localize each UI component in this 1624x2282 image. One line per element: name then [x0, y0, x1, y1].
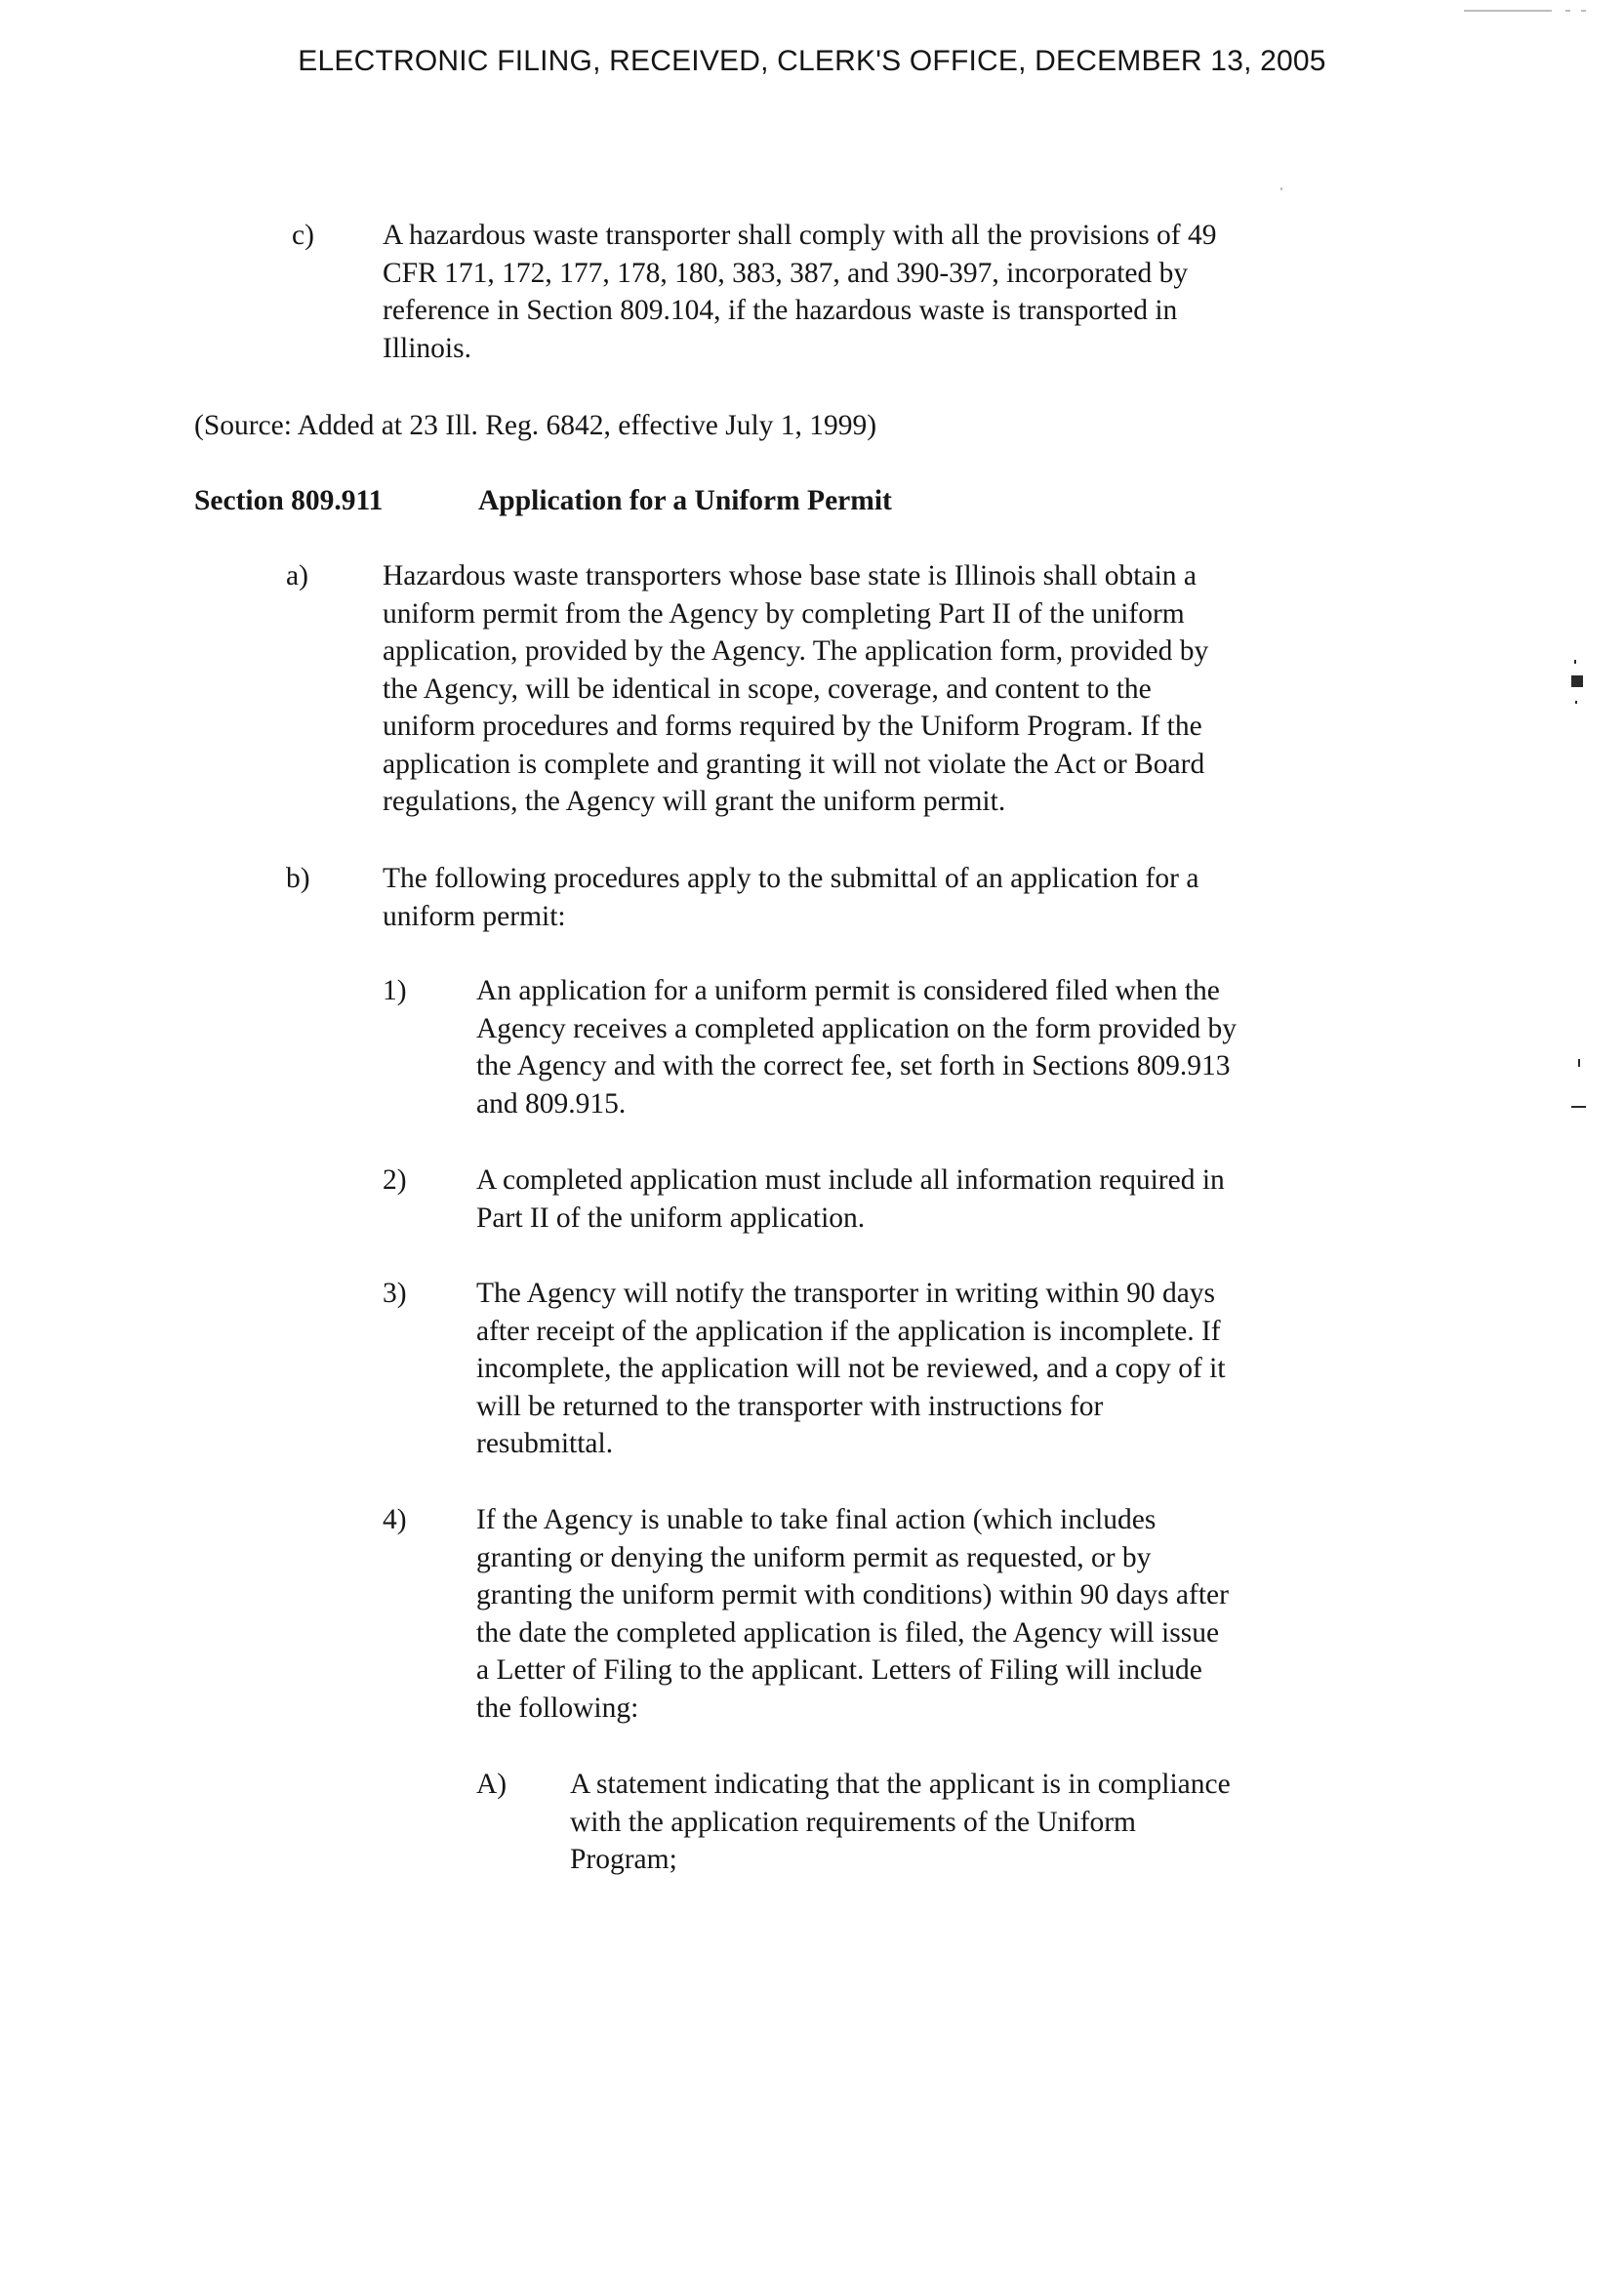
item-b-label: b) [286, 863, 310, 894]
item-b4-text [476, 1501, 1229, 1727]
item-b-line: uniform permit: [383, 900, 566, 932]
item-a-line: the Agency, will be identical in scope, coverage, and content to the [383, 672, 1152, 705]
item-b-line: The following procedures apply to the submittal of an application for a [383, 863, 1199, 894]
item-b3-label: 3) [383, 1278, 407, 1309]
item-b3-line: resubmittal. [476, 1428, 614, 1459]
item-b1-line: An application for a uniform permit is considered filed when the [476, 975, 1220, 1006]
section-title: Application for a Uniform Permit [478, 485, 892, 516]
item-b4-line: the following: [476, 1691, 639, 1724]
source-note: (Source: Added at 23 Ill. Reg. 6842, effective July 1, 1999) [194, 410, 877, 441]
item-a-text [383, 557, 1208, 821]
item-b1-text [476, 972, 1237, 1122]
item-b2-line: A completed application must include all information required in [476, 1164, 1225, 1196]
filing-stamp-header: ELECTRONIC FILING, RECEIVED, CLERK'S OFFICE, DECEMBER 13, 2005 [298, 45, 1326, 77]
item-b4-line: granting the uniform permit with conditions) within 90 days after [476, 1579, 1229, 1610]
item-b-text [383, 860, 1198, 935]
scan-artifact [1280, 187, 1282, 190]
item-b1-label: 1) [383, 975, 407, 1006]
item-b4A-line: A statement indicating that the applicant is in compliance [570, 1769, 1231, 1800]
item-a-line: uniform permit from the Agency by completing Part II of the uniform [383, 597, 1185, 630]
item-b4-line: a Letter of Filing to the applicant. Letters of Filing will include [476, 1654, 1202, 1686]
item-c-text [383, 217, 1217, 367]
item-b4-line: If the Agency is unable to take final action (which includes [476, 1504, 1157, 1535]
item-a-line: regulations, the Agency will grant the uniform permit. [383, 786, 1006, 817]
item-a-label: a) [286, 560, 308, 591]
item-b2-line: Part II of the uniform application. [476, 1202, 866, 1234]
item-a-line: Hazardous waste transporters whose base state is Illinois shall obtain a [383, 560, 1197, 591]
item-c-label: c) [292, 220, 314, 251]
scan-artifact [1574, 660, 1576, 664]
item-b4-line: the date the completed application is filed, the Agency will issue [476, 1616, 1220, 1649]
item-b2-label: 2) [383, 1164, 407, 1196]
item-b1-line: and 809.915. [476, 1087, 627, 1120]
item-b4-line: granting or denying the uniform permit as requested, or by [476, 1541, 1152, 1573]
scan-artifact [1581, 10, 1586, 12]
item-c-line: CFR 171, 172, 177, 178, 180, 383, 387, and 390-397, incorporated by [383, 257, 1189, 289]
item-b3-line: incomplete, the application will not be reviewed, and a copy of it [476, 1353, 1226, 1384]
item-c-line: A hazardous waste transporter shall comply with all the provisions of 49 [383, 220, 1217, 251]
item-b4-label: 4) [383, 1504, 407, 1535]
item-b4A-label: A) [476, 1769, 508, 1800]
item-b1-line: the Agency and with the correct fee, set forth in Sections 809.913 [476, 1050, 1231, 1081]
item-b4A-line: Program; [570, 1844, 677, 1875]
item-a-line: application is complete and granting it will not violate the Act or Board [383, 748, 1205, 780]
scan-artifact [1464, 10, 1552, 12]
item-b3-line: The Agency will notify the transporter in writing within 90 days [476, 1278, 1216, 1309]
section-number: Section 809.911 [194, 485, 384, 516]
item-b1-line: Agency receives a completed application on the form provided by [476, 1012, 1238, 1044]
scan-artifact [1571, 675, 1583, 687]
item-b2-text [476, 1161, 1225, 1237]
item-b4A-text [570, 1766, 1231, 1879]
scan-artifact [1578, 1059, 1580, 1067]
item-a-line: application, provided by the Agency. The application form, provided by [383, 635, 1209, 667]
item-b3-line: will be returned to the transporter with instructions for [476, 1390, 1104, 1422]
item-b3-text [476, 1275, 1226, 1463]
item-b3-line: after receipt of the application if the application is incomplete. If [476, 1315, 1221, 1347]
scan-artifact [1571, 1106, 1586, 1108]
item-a-line: uniform procedures and forms required by the Uniform Program. If the [383, 711, 1202, 742]
item-b4A-line: with the application requirements of the Uniform [570, 1806, 1137, 1838]
scan-artifact [1565, 10, 1570, 12]
item-c-line: reference in Section 809.104, if the hazardous waste is transported in [383, 295, 1178, 326]
scan-artifact [1575, 701, 1577, 704]
item-c-line: Illinois. [383, 332, 471, 364]
